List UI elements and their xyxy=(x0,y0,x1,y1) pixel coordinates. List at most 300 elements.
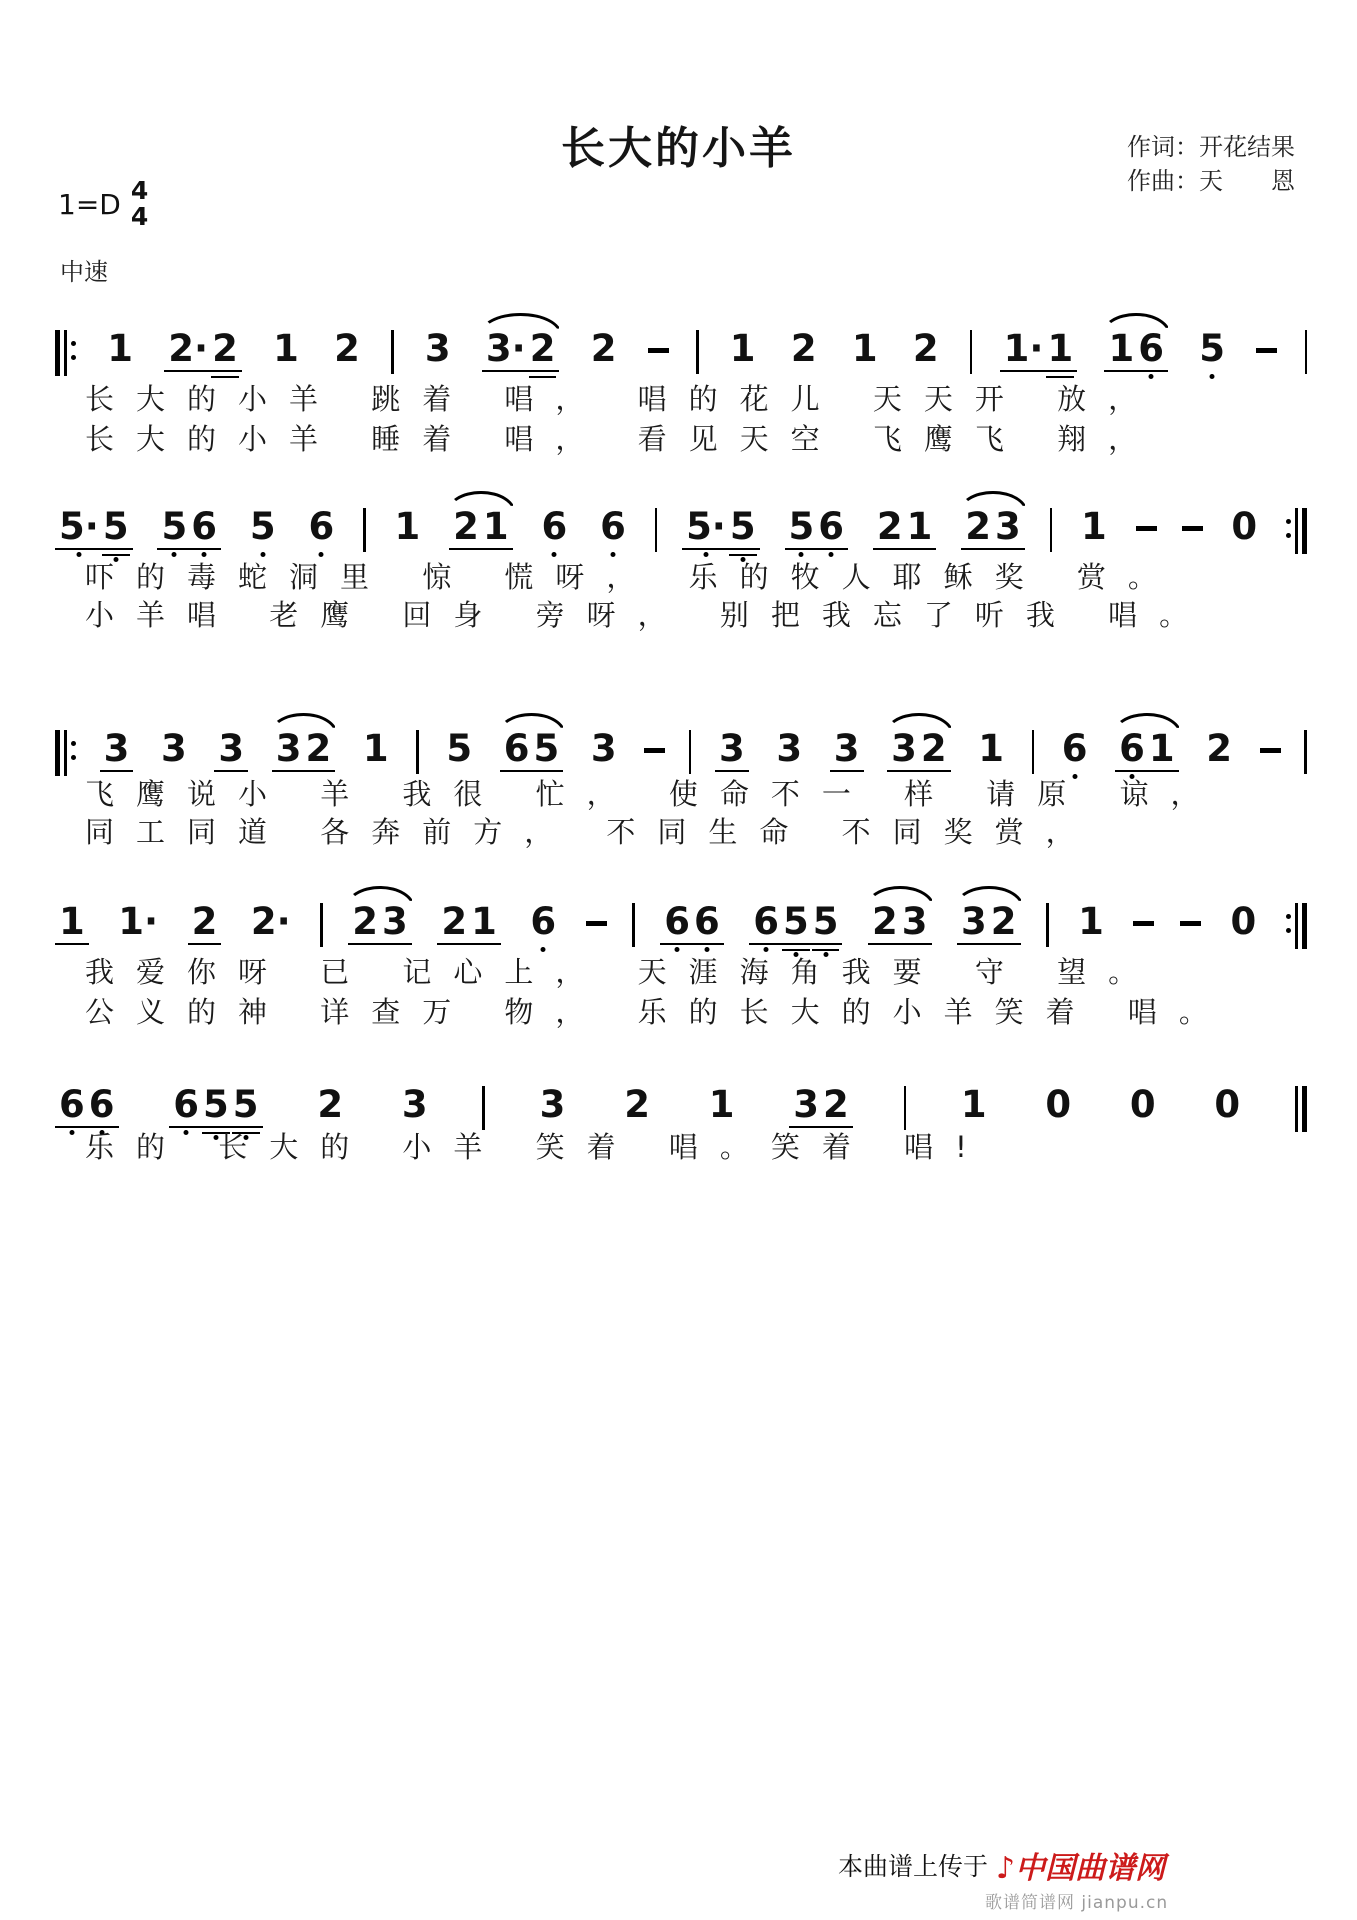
bar-thin2 xyxy=(1302,903,1307,949)
barline xyxy=(655,508,658,552)
note: 6 xyxy=(1136,330,1166,368)
beam-group xyxy=(247,900,295,945)
note-group xyxy=(974,727,1008,772)
note-group xyxy=(482,327,560,372)
beam-group xyxy=(55,1083,119,1128)
repeat-end xyxy=(1286,508,1307,554)
note: 1 xyxy=(851,327,878,370)
note-group xyxy=(348,900,412,945)
beam-group xyxy=(873,505,937,550)
lyrics-line: 乐的 长大的 小羊 笑着 唱。笑着 唱! xyxy=(85,1130,989,1164)
note: 5 xyxy=(811,903,841,941)
beam-group xyxy=(359,727,393,772)
note-group xyxy=(526,900,560,945)
note-group xyxy=(398,1083,432,1128)
bar-thin2 xyxy=(64,330,67,376)
note: 1 xyxy=(906,505,933,548)
beam-group xyxy=(103,327,137,372)
note-group xyxy=(188,900,222,945)
barline xyxy=(416,730,419,774)
beam-group xyxy=(1210,1083,1244,1128)
note: 1 xyxy=(729,327,756,370)
barline xyxy=(696,330,699,374)
beam-group xyxy=(596,505,630,550)
note: 2 xyxy=(191,900,218,943)
beam-group xyxy=(961,505,1025,550)
note: 5· xyxy=(684,508,728,546)
note: 1· xyxy=(118,900,159,943)
beam-group xyxy=(660,900,724,945)
bar-thin xyxy=(55,330,60,376)
note-group xyxy=(1126,1083,1160,1128)
note-group xyxy=(330,327,364,372)
note: 6 xyxy=(692,903,722,941)
time-signature xyxy=(131,178,148,230)
notation-line xyxy=(55,727,1307,776)
note-group xyxy=(873,505,937,550)
note-group xyxy=(421,327,455,372)
note: 6 xyxy=(662,903,692,941)
bar-thin xyxy=(1295,903,1298,949)
note-group xyxy=(961,505,1025,550)
note-group xyxy=(55,1083,119,1128)
barline xyxy=(632,903,635,947)
beam-group xyxy=(830,727,864,772)
note-group xyxy=(304,505,338,550)
beam-group xyxy=(246,505,280,550)
note: 5 xyxy=(728,508,758,546)
note-group xyxy=(437,900,501,945)
note-group xyxy=(1104,327,1168,372)
note-group xyxy=(749,900,842,945)
note: 6 xyxy=(171,1086,201,1124)
beam-group xyxy=(715,727,749,772)
beam-group xyxy=(1000,327,1078,372)
beam-group xyxy=(1126,1083,1160,1128)
repeat-end xyxy=(1286,903,1307,949)
note: 5 xyxy=(101,508,131,546)
beam-group xyxy=(749,900,842,945)
note-group xyxy=(55,505,133,550)
half-dash xyxy=(1133,921,1154,926)
beam-group xyxy=(868,900,932,945)
barline xyxy=(1050,508,1053,552)
note: 1 xyxy=(1078,900,1104,943)
repeat-begin xyxy=(55,330,76,376)
barline xyxy=(1032,730,1035,774)
note: 5 xyxy=(533,727,560,770)
note-group xyxy=(1058,727,1092,772)
note: 3 xyxy=(891,727,917,770)
beam-group xyxy=(887,727,951,772)
note: 6 xyxy=(539,508,569,546)
song-title: 长大的小羊 xyxy=(561,123,796,174)
note-group xyxy=(169,1083,262,1128)
note-group xyxy=(1074,900,1108,945)
beam-group xyxy=(269,327,303,372)
beam-group xyxy=(1195,327,1229,372)
beam-group xyxy=(169,1083,262,1128)
note: 3 xyxy=(833,727,860,770)
beam-group xyxy=(442,727,476,772)
beam-group xyxy=(421,327,455,372)
note-group xyxy=(269,327,303,372)
note: 5 xyxy=(446,727,473,770)
beam-group xyxy=(1058,727,1092,772)
beam-group xyxy=(909,327,943,372)
note-group xyxy=(887,727,951,772)
lyrics-line: 公义的神 详查万 物， 乐的长大的小羊笑着 唱。 xyxy=(85,995,1230,1029)
note-group xyxy=(848,327,882,372)
barline xyxy=(904,1086,907,1130)
credits xyxy=(1127,130,1295,198)
note-group xyxy=(957,1083,991,1128)
note-group xyxy=(442,727,476,772)
note: 3 xyxy=(401,1083,428,1126)
barline xyxy=(689,730,692,774)
music-note-icon: ♪ xyxy=(996,1851,1016,1886)
note: 1· xyxy=(1003,327,1044,370)
half-dash xyxy=(1136,526,1157,531)
repeat-begin xyxy=(55,730,76,776)
note: 2 xyxy=(990,900,1017,943)
beam-group xyxy=(787,327,821,372)
note: 3 xyxy=(776,727,803,770)
note: 1 xyxy=(978,727,1004,770)
repeat-dots xyxy=(71,341,76,360)
note-group xyxy=(587,327,621,372)
logo-text: 中国曲谱网 xyxy=(1015,1851,1166,1886)
watermark-site: 歌谱简谱网 jianpu.cn xyxy=(985,1893,1169,1913)
note-group xyxy=(726,327,760,372)
note: 1 xyxy=(362,727,389,770)
note-group xyxy=(157,727,191,772)
bar-thin xyxy=(55,730,60,776)
note: 5 xyxy=(781,903,811,941)
note: 1 xyxy=(708,1083,735,1126)
barline xyxy=(1305,330,1308,374)
note: 3 xyxy=(275,727,302,770)
beam-group xyxy=(449,505,513,550)
key-label: 1=D xyxy=(58,187,121,221)
lyrics-line: 小羊唱 老鹰 回身 旁呀， 别把我忘了听我 唱。 xyxy=(85,598,1211,632)
note-group xyxy=(715,727,749,772)
note: 1 xyxy=(1081,505,1107,548)
barline xyxy=(320,903,323,947)
note: 2 xyxy=(876,505,903,548)
note-group xyxy=(787,327,821,372)
lyrics-line: 我爱你呀 已 记心上， 天涯海角我要 守 望。 xyxy=(85,955,1160,989)
beam-group xyxy=(330,327,364,372)
note: 3 xyxy=(539,1083,566,1126)
note: 1 xyxy=(1108,327,1135,370)
note: 2 xyxy=(872,900,898,943)
beam-group xyxy=(157,727,191,772)
note-group xyxy=(247,900,295,945)
note: 3 xyxy=(218,727,245,770)
beam-group xyxy=(437,900,501,945)
note: 6 xyxy=(816,508,846,546)
note-group xyxy=(909,327,943,372)
beam-group xyxy=(164,327,242,372)
note: 3 xyxy=(161,727,187,770)
note-group xyxy=(537,505,571,550)
beam-group xyxy=(1115,727,1179,772)
note: 6 xyxy=(528,903,558,941)
note: 0 xyxy=(1045,1083,1072,1126)
beam-group xyxy=(957,1083,991,1128)
note: 1 xyxy=(1148,727,1175,770)
note-group xyxy=(500,727,564,772)
beam-group xyxy=(726,327,760,372)
note: 1 xyxy=(960,1083,987,1126)
note-group xyxy=(246,505,280,550)
note-group xyxy=(214,727,248,772)
note: 5 xyxy=(787,508,817,546)
beam-group xyxy=(482,327,560,372)
note-group xyxy=(957,900,1021,945)
note-group xyxy=(114,900,162,945)
note: 3 xyxy=(719,727,745,770)
note-group xyxy=(1115,727,1179,772)
note: 6 xyxy=(189,508,219,546)
note-group xyxy=(449,505,513,550)
half-dash xyxy=(586,921,607,926)
note: 6 xyxy=(87,1086,117,1124)
note: 5 xyxy=(159,508,189,546)
note: 3 xyxy=(995,505,1021,548)
note-group xyxy=(157,505,221,550)
beam-group xyxy=(1227,505,1261,550)
note: 2 xyxy=(624,1083,650,1126)
note-group xyxy=(789,1083,853,1128)
qupu-logo xyxy=(996,1843,1165,1887)
note: 2 xyxy=(305,727,332,770)
beam-group xyxy=(348,900,412,945)
lyrics-line: 同工同道 各奔前方， 不同生命 不同奖赏， xyxy=(85,815,1097,849)
meter-numerator: 4 xyxy=(130,176,149,205)
note: 5 xyxy=(1197,330,1227,368)
beam-group xyxy=(313,1083,347,1128)
note: 0 xyxy=(1230,900,1257,943)
note: 2 xyxy=(590,327,617,370)
upload-text: 本曲谱上传于 xyxy=(838,1852,989,1881)
note: 2 xyxy=(334,327,360,370)
note-group xyxy=(164,327,242,372)
beam-group xyxy=(272,727,336,772)
note: 0 xyxy=(1231,505,1258,548)
note: 1 xyxy=(471,900,497,943)
note: 3 xyxy=(590,727,617,770)
beam-group xyxy=(587,327,621,372)
note: 2 xyxy=(528,330,558,368)
beam-group xyxy=(1104,327,1168,372)
note-group xyxy=(359,727,393,772)
repeat-dots xyxy=(71,741,76,760)
note-group xyxy=(100,727,134,772)
beam-group xyxy=(536,1083,570,1128)
note: 3 xyxy=(424,327,451,370)
bar-thin2 xyxy=(1302,508,1307,554)
note-group xyxy=(103,327,137,372)
note-group xyxy=(390,505,424,550)
half-dash xyxy=(648,348,669,353)
beam-group xyxy=(304,505,338,550)
bar-thin xyxy=(1295,508,1298,554)
barline xyxy=(970,330,973,374)
beam-group xyxy=(682,505,760,550)
note-group xyxy=(1202,727,1236,772)
note: 6 xyxy=(598,508,628,546)
beam-group xyxy=(188,900,222,945)
beam-group xyxy=(100,727,134,772)
barline xyxy=(363,508,366,552)
note: 1 xyxy=(1045,330,1075,368)
note: 1 xyxy=(107,327,134,370)
notation-line xyxy=(55,327,1307,376)
footer-upload xyxy=(838,1843,1165,1887)
note: 1 xyxy=(273,327,299,370)
half-dash xyxy=(1256,348,1277,353)
note-group xyxy=(830,727,864,772)
low-octave-dot xyxy=(69,1130,74,1135)
note-group xyxy=(272,727,336,772)
beam-group xyxy=(1074,900,1108,945)
note-group xyxy=(868,900,932,945)
note-group xyxy=(55,900,89,945)
note: 2 xyxy=(453,505,479,548)
low-octave-dot xyxy=(76,552,81,557)
half-dash xyxy=(1260,748,1281,753)
note: 5· xyxy=(57,508,101,546)
repeat-dots xyxy=(1286,914,1291,933)
note: 5 xyxy=(231,1086,261,1124)
notation-line xyxy=(55,505,1307,554)
note-group xyxy=(1227,505,1261,550)
note: 3 xyxy=(103,727,130,770)
note: 2 xyxy=(1206,727,1232,770)
note-group xyxy=(660,900,724,945)
note: 5 xyxy=(201,1086,231,1124)
beam-group xyxy=(620,1083,654,1128)
half-dash xyxy=(1182,526,1203,531)
lyrics-line: 吓的毒蛇洞里 惊 慌呀， 乐的牧人耶稣奖 赏。 xyxy=(85,560,1179,594)
barline xyxy=(391,330,394,374)
beam-group xyxy=(214,727,248,772)
note-group xyxy=(785,505,849,550)
note-group xyxy=(536,1083,570,1128)
note: 3 xyxy=(901,900,928,943)
beam-group xyxy=(789,1083,853,1128)
note: 6 xyxy=(306,508,336,546)
note-group xyxy=(313,1083,347,1128)
lyricist-credit: 作词：开花结果 xyxy=(1127,133,1295,161)
beam-group xyxy=(157,505,221,550)
beam-group xyxy=(1077,505,1111,550)
repeat-dots xyxy=(1286,519,1291,538)
note: 2 xyxy=(823,1083,849,1126)
note: 2· xyxy=(168,327,209,370)
beam-group xyxy=(587,727,621,772)
barline xyxy=(482,1086,485,1130)
beam-group xyxy=(537,505,571,550)
key-signature xyxy=(58,178,148,230)
note: 2· xyxy=(250,900,291,943)
note: 2 xyxy=(441,900,468,943)
note: 3· xyxy=(485,327,526,370)
note: 2 xyxy=(912,327,939,370)
note: 2 xyxy=(920,727,947,770)
beam-group xyxy=(957,900,1021,945)
beam-group xyxy=(500,727,564,772)
note: 3 xyxy=(382,900,408,943)
beam-group xyxy=(1041,1083,1075,1128)
beam-group xyxy=(1202,727,1236,772)
note: 3 xyxy=(961,900,987,943)
note-group xyxy=(620,1083,654,1128)
note: 2 xyxy=(965,505,991,548)
note: 2 xyxy=(790,327,817,370)
note: 1 xyxy=(482,505,509,548)
note: 6 xyxy=(1117,730,1147,768)
beam-group xyxy=(526,900,560,945)
note-group xyxy=(1077,505,1111,550)
note-group xyxy=(705,1083,739,1128)
note: 0 xyxy=(1129,1083,1156,1126)
note-group xyxy=(587,727,621,772)
beam-group xyxy=(398,1083,432,1128)
lyrics-line: 飞鹰说小 羊 我很 忙， 使命不一 样 请原 谅， xyxy=(85,777,1222,811)
barline xyxy=(1304,730,1307,774)
note: 6 xyxy=(57,1086,87,1124)
notation-line xyxy=(55,900,1307,949)
beam-group xyxy=(772,727,806,772)
beam-group xyxy=(114,900,162,945)
note: 1 xyxy=(394,505,421,548)
note: 2 xyxy=(210,330,240,368)
half-dash xyxy=(644,748,665,753)
note-group xyxy=(1226,900,1260,945)
note: 6 xyxy=(503,727,530,770)
beam-group xyxy=(705,1083,739,1128)
meter-denominator: 4 xyxy=(130,202,149,231)
note-group xyxy=(1000,327,1078,372)
bar-thin2 xyxy=(64,730,67,776)
beam-group xyxy=(848,327,882,372)
note: 6 xyxy=(1060,730,1090,768)
lyrics-line: 长大的小羊 跳着 唱， 唱的花儿 天天开 放， xyxy=(85,382,1160,416)
tempo-marking: 中速 xyxy=(60,258,108,286)
barline xyxy=(1046,903,1049,947)
beam-group xyxy=(390,505,424,550)
half-dash xyxy=(1180,921,1201,926)
beam-group xyxy=(55,900,89,945)
note: 3 xyxy=(793,1083,819,1126)
beam-group xyxy=(1226,900,1260,945)
beam-group xyxy=(974,727,1008,772)
note-group xyxy=(1041,1083,1075,1128)
note: 0 xyxy=(1214,1083,1241,1126)
note-group xyxy=(1210,1083,1244,1128)
composer-credit: 作曲：天 恩 xyxy=(1127,167,1295,195)
note: 2 xyxy=(317,1083,344,1126)
note-group xyxy=(596,505,630,550)
beam-group xyxy=(55,505,133,550)
note: 6 xyxy=(751,903,781,941)
lyrics-line: 长大的小羊 睡着 唱， 看见天空 飞鹰飞 翔， xyxy=(85,422,1160,456)
note: 1 xyxy=(59,900,85,943)
note-group xyxy=(1195,327,1229,372)
